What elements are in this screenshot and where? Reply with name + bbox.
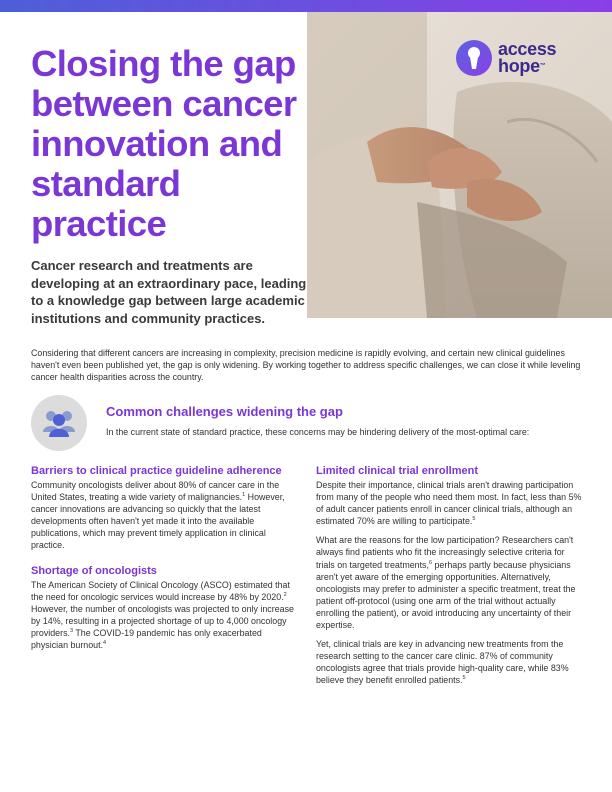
page-title: Closing the gap between cancer innovation and standard practice xyxy=(31,43,297,244)
footnote-ref: 5 xyxy=(462,675,466,682)
intro-paragraph: Considering that different cancers are increasing in complexity, precision medicine is rapidly evolving, and certain new clinical guidelines haven't even been published yet, the gap is only widening. By working together to address specific challenges, we can close it while leveling cancer health disparities across the country. xyxy=(31,348,581,383)
logo-line-2: hope xyxy=(498,56,540,76)
guideline-adherence-text: Community oncologists deliver about 80% of cancer care in the United States, treating a wide variety of malignancies.$^1$ However, cancer innovations are advancing so quickly that the latest developments often haven't yet made it into the available publications, which may prevent timely application in clinical practice. xyxy=(31,480,285,551)
clinical-trial-paragraph-3: Yet, clinical trials are key in advancing new treatments from the research setting to the cancer care clinic. 87% of community oncologists agree that trials provide high-quality care, while 83% believe they benefit enrolled patients.$^5$ xyxy=(316,639,569,686)
guideline-adherence-heading: Barriers to clinical practice guideline adherence xyxy=(31,465,282,477)
footnote-ref: 1 xyxy=(242,492,246,499)
logo-trademark: ™ xyxy=(539,63,546,69)
clinical-trial-heading: Limited clinical trial enrollment xyxy=(316,465,478,477)
clinical-trial-paragraph-2: What are the reasons for the low participation? Researchers can't always find patients who fit the increasingly selective criteria for trials on targeted treatments,$^6$ perhaps partly because physicians aren't yet aware of the emerging opportunities. Alternatively, oncologists may prefer to administer a specific treatment, treat the patient off-protocol (using one arm of the trial without actually enrolling the patient), or avoid introducing any uncertainty of their expertise. xyxy=(316,535,576,631)
lede-paragraph: Cancer research and treatments are developing at an extraordinary pace, leading to a knowledge gap between large academic institutions and community practices. xyxy=(31,258,307,326)
logo-wordmark xyxy=(498,41,556,75)
right-column xyxy=(316,464,584,694)
people-group-icon xyxy=(31,395,87,451)
oncologist-shortage-text: The American Society of Clinical Oncology (ASCO) estimated that the need for oncologic services would increase by 48% by 2020.$^2$ However, the number of oncologists was projected to only increase by 14%, resulting in a projected shortage of up to 4,000 oncology providers.$^3$ The COVID-19 pandemic has only exacerbated physician burnout.$^4$ xyxy=(31,579,294,651)
footnote-ref: 3 xyxy=(69,627,74,634)
challenges-heading: Common challenges widening the gap xyxy=(106,404,343,419)
access-hope-logo-icon xyxy=(455,39,493,77)
clinical-trial-paragraph-1: Despite their importance, clinical trials aren't drawing participation from many of the people who need them most. In fact, less than 5% of adult cancer patients enroll in cancer clinical trials, although an estimated 70% are willing to participate.$^5$ xyxy=(316,480,582,527)
access-hope-logo xyxy=(455,36,605,80)
logo-line-1: access xyxy=(498,39,557,59)
footnote-ref: 4 xyxy=(103,640,107,647)
footnote-ref: 2 xyxy=(283,591,287,598)
left-column xyxy=(31,464,297,658)
footnote-ref: 6 xyxy=(428,559,433,566)
footnote-ref: 5 xyxy=(472,516,476,523)
top-gradient-bar xyxy=(0,0,612,12)
challenges-subtitle: In the current state of standard practice, these concerns may be hindering delivery of the most-optimal care: xyxy=(106,427,530,437)
oncologist-shortage-heading: Shortage of oncologists xyxy=(31,564,157,577)
